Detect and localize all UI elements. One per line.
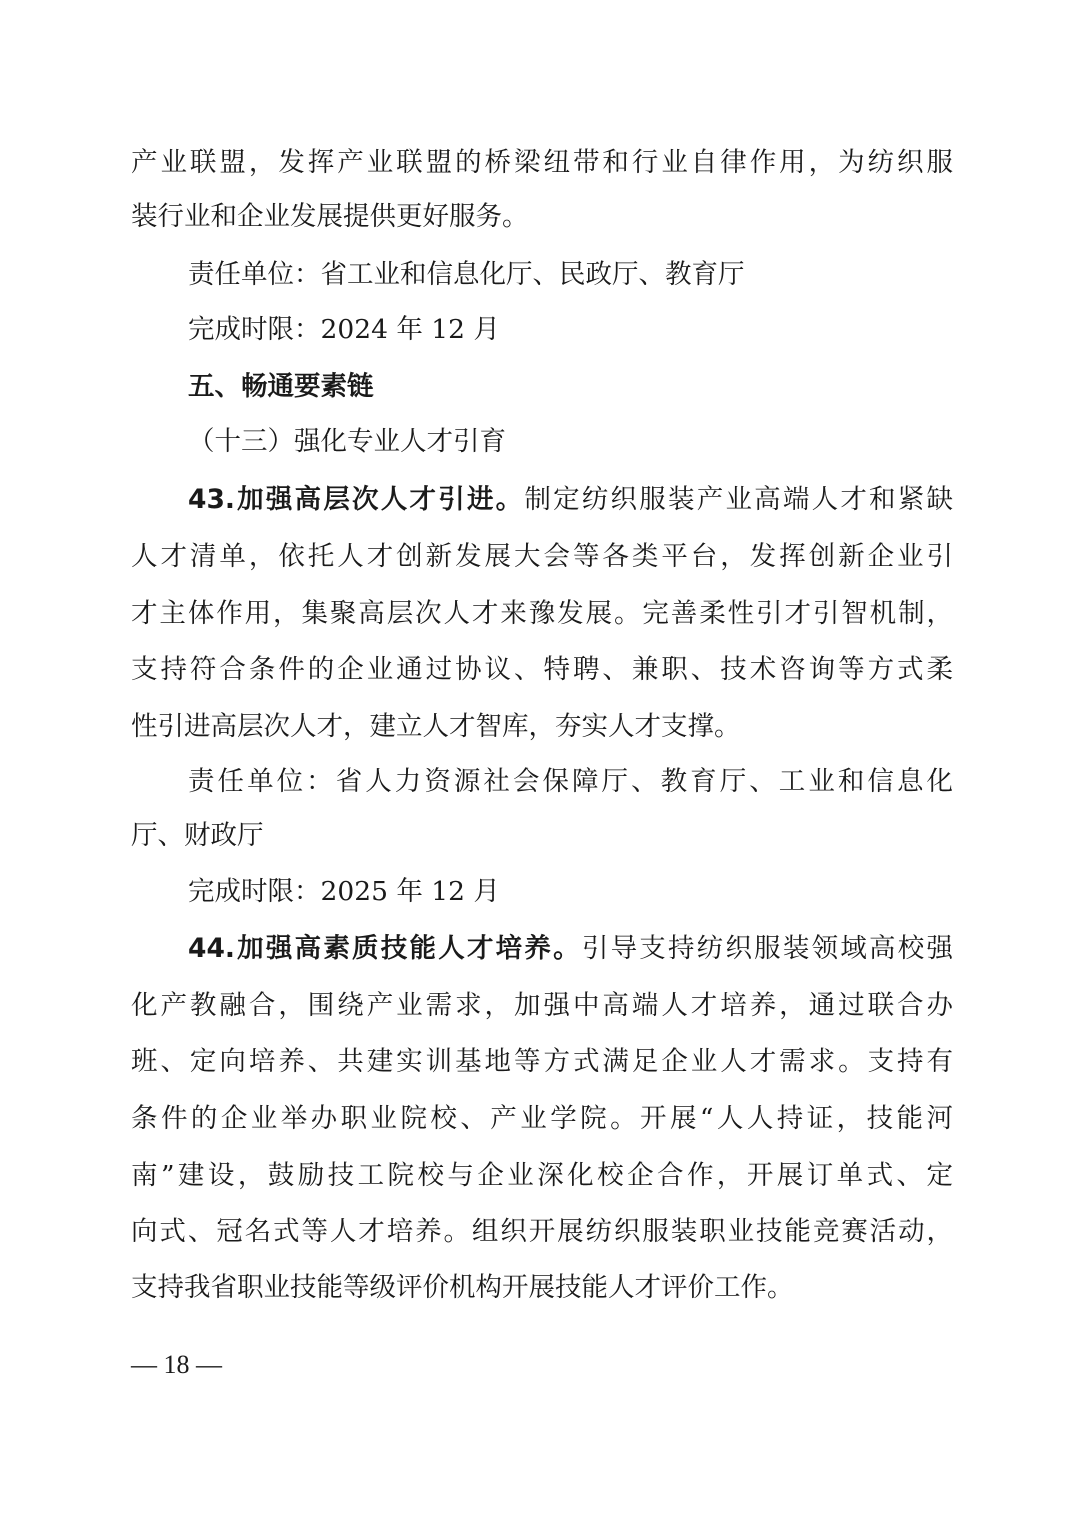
item-43-line-2: 人才清单，依托人才创新发展大会等各类平台，发挥创新企业引: [131, 541, 953, 572]
section-heading: 五、畅通要素链: [188, 371, 374, 402]
item-43-title: 43.加强高层次人才引进。: [188, 484, 525, 515]
responsibility-unit-2-line-1: 责任单位：省人力资源社会保障厅、教育厅、工业和信息化: [188, 766, 953, 797]
paragraph-1-line-1: 产业联盟，发挥产业联盟的桥梁纽带和行业自律作用，为纺织服: [131, 147, 953, 178]
item-44-line-1-text: 引导支持纺织服装领域高校强: [581, 933, 953, 964]
subsection-heading: （十三）强化专业人才引育: [188, 426, 506, 457]
item-44-line-7: 支持我省职业技能等级评价机构开展技能人才评价工作。: [131, 1272, 794, 1303]
item-44-line-2: 化产教融合，围绕产业需求，加强中高端人才培养，通过联合办: [131, 990, 953, 1021]
item-43-line-4: 支持符合条件的企业通过协议、特聘、兼职、技术咨询等方式柔: [131, 654, 953, 685]
item-44-line-6: 向式、冠名式等人才培养。组织开展纺织服装职业技能竞赛活动，: [131, 1216, 953, 1247]
responsibility-unit-2-line-2: 厅、财政厅: [131, 820, 264, 851]
item-43-line-5: 性引进高层次人才，建立人才智库，夯实人才支撑。: [131, 711, 741, 742]
paragraph-1-line-2: 装行业和企业发展提供更好服务。: [131, 201, 529, 232]
page-number: — 18 —: [131, 1350, 222, 1379]
item-44-line-4: 条件的企业举办职业院校、产业学院。开展“人人持证，技能河: [131, 1103, 953, 1134]
completion-deadline-1: 完成时限：2024 年 12 月: [188, 314, 500, 345]
item-44-line-3: 班、定向培养、共建实训基地等方式满足企业人才需求。支持有: [131, 1046, 953, 1077]
item-43-line-1: [188, 476, 953, 524]
item-43-line-1-text: 制定纺织服装产业高端人才和紧缺: [524, 484, 953, 515]
item-44-title: 44.加强高素质技能人才培养。: [188, 933, 582, 964]
completion-deadline-2: 完成时限：2025 年 12 月: [188, 876, 500, 907]
item-43-line-3: 才主体作用，集聚高层次人才来豫发展。完善柔性引才引智机制，: [131, 598, 953, 629]
responsibility-unit-1: 责任单位：省工业和信息化厅、民政厅、教育厅: [188, 259, 745, 290]
item-44-line-5: 南”建设，鼓励技工院校与企业深化校企合作，开展订单式、定: [131, 1160, 953, 1191]
item-44-line-1: [188, 925, 953, 973]
